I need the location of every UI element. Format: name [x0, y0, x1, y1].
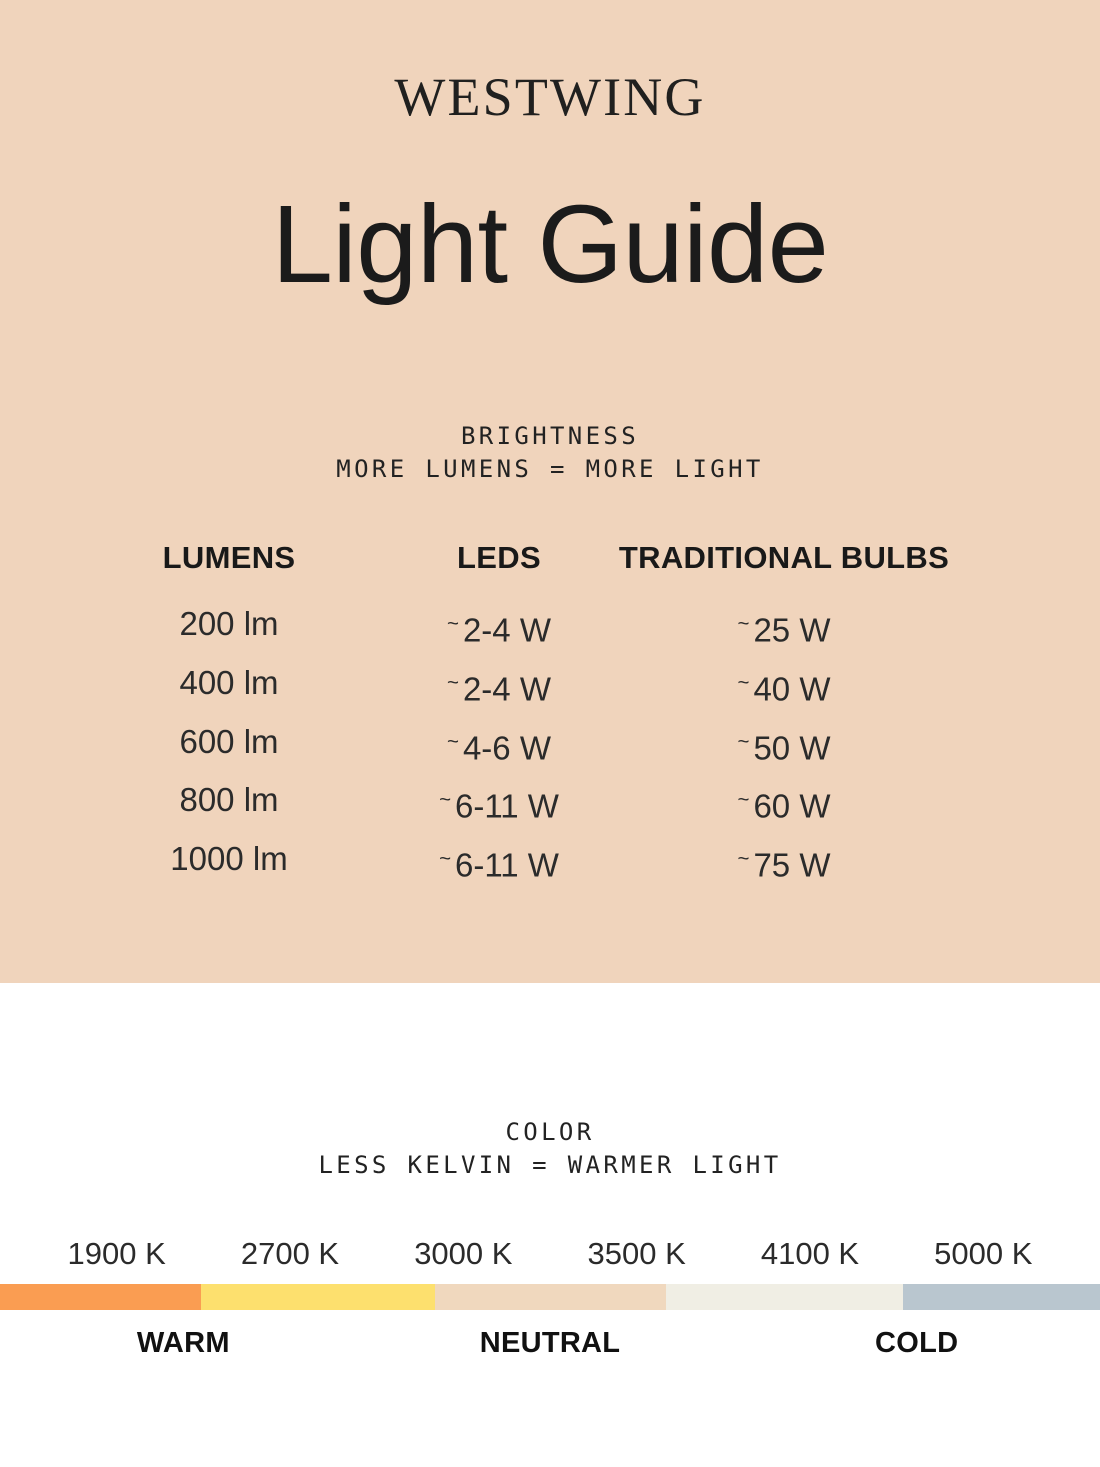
leds-value: ~ 6-11 W [384, 833, 614, 892]
lumens-value: 200 lm [179, 605, 279, 642]
traditional-value: ~ 40 W [614, 657, 954, 716]
table-row [74, 657, 954, 716]
kelvin-label: 4100 K [760, 1236, 860, 1271]
brand-logo: WESTWING [394, 67, 706, 127]
approx-symbol: ~ [737, 670, 750, 694]
lumens-value: 600 lm [179, 722, 279, 760]
lumen-conversion-table [74, 540, 954, 892]
lumens-value: 800 lm [179, 781, 279, 819]
scale-segment-cold-bluegray [903, 1284, 1100, 1310]
brightness-subheading: MORE LUMENS = MORE LIGHT [336, 455, 764, 483]
temperature-label-warm: WARM [136, 1327, 230, 1359]
kelvin-label: 1900 K [67, 1236, 166, 1271]
column-header-lumens: LUMENS [162, 540, 296, 575]
scale-segment-neutral-beige [435, 1284, 666, 1310]
approx-symbol: ~ [447, 670, 459, 694]
table-row [74, 774, 954, 833]
lumens-value: 400 lm [179, 663, 279, 701]
traditional-value: ~ 60 W [614, 774, 954, 833]
traditional-value: ~ 75 W [614, 833, 954, 892]
lumens-value: 1000 lm [170, 840, 288, 877]
color-subheading: LESS KELVIN = WARMER LIGHT [318, 1151, 782, 1179]
page-title: Light Guide [271, 183, 829, 306]
table-row [74, 598, 954, 657]
approx-symbol: ~ [737, 729, 750, 753]
approx-symbol: ~ [447, 612, 459, 635]
kelvin-label: 3500 K [587, 1236, 686, 1271]
temperature-labels [0, 1327, 1100, 1360]
approx-symbol: ~ [439, 788, 451, 812]
color-temperature-scale-bar [0, 1284, 1100, 1310]
table-row [74, 833, 954, 892]
kelvin-label: 2700 K [240, 1236, 340, 1271]
column-header-leds: LEDS [457, 540, 541, 575]
table-row [74, 716, 954, 775]
color-heading: COLOR [505, 1118, 595, 1146]
color-temperature-section [0, 983, 1100, 1467]
scale-segment-warm-yellow [201, 1284, 435, 1310]
column-header-traditional-bulbs: TRADITIONAL BULBS [618, 540, 950, 575]
temperature-label-neutral: NEUTRAL [479, 1327, 621, 1359]
leds-value: ~ 2-4 W [384, 657, 614, 716]
kelvin-scale-labels [30, 1236, 1070, 1272]
temperature-label-cold: COLD [875, 1327, 959, 1359]
table-header-row [74, 540, 954, 576]
approx-symbol: ~ [447, 729, 459, 753]
scale-segment-warm-orange [0, 1284, 201, 1310]
brightness-heading-block [0, 420, 1100, 486]
scale-segment-neutral-offwhite [666, 1284, 903, 1310]
approx-symbol: ~ [737, 788, 750, 812]
traditional-value: ~ 50 W [614, 716, 954, 775]
color-heading-block [0, 983, 1100, 1182]
leds-value: ~ 2-4 W [384, 598, 614, 657]
brightness-heading: BRIGHTNESS [460, 422, 640, 450]
kelvin-label: 5000 K [934, 1236, 1033, 1271]
leds-value: ~ 6-11 W [384, 774, 614, 833]
approx-symbol: ~ [737, 847, 750, 870]
approx-symbol: ~ [737, 612, 750, 635]
traditional-value: ~ 25 W [614, 598, 954, 657]
kelvin-label: 3000 K [414, 1236, 513, 1271]
leds-value: ~ 4-6 W [384, 716, 614, 775]
approx-symbol: ~ [439, 847, 451, 870]
